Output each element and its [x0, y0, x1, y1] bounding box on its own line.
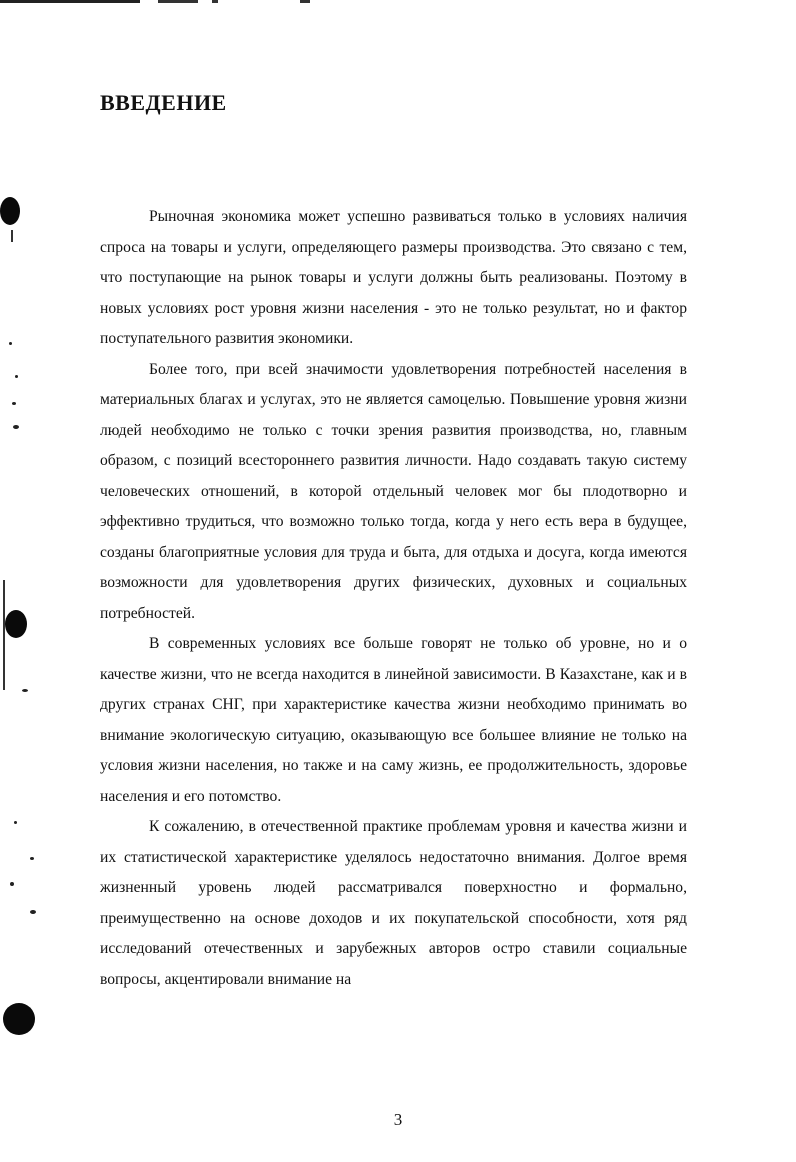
scan-speck — [10, 882, 14, 886]
body-text — [100, 202, 687, 995]
paragraph: К сожалению, в отечественной практике проблемам уровня и качества жизни и их статистической характеристике уделялось недостаточно внимания. Долгое время жизненный уровень людей рассматривался поверхностно и формально, преимущественно на основе доходов и их покупательской способности, хотя ряд исследований отечественных и зарубежных авторов остро ставили социальные вопросы, акцентировали внимание на — [100, 818, 687, 988]
paragraph: Более того, при всей значимости удовлетворения потребностей населения в материальных благах и услугах, это не является самоцелью. Повышение уровня жизни людей необходимо не только с точки зрения развития производства, но, главным образом, с позиций всестороннего развития личности. Надо создавать такую систему человеческих отношений, в которой отдельный человек мог бы плодотворно и эффективно трудиться, что возможно только тогда, когда у него есть вера в будущее, созданы благоприятные условия для труда и быта, для отдыха и досуга, когда имеются возможности для удовлетворения других физических, духовных и социальных потребностей. — [100, 360, 687, 622]
binder-hole — [0, 197, 20, 225]
paragraph: В современных условиях все больше говорят не только об уровне, но и о качестве жизни, что не всегда находится в линейной зависимости. В Казахстане, как и в других странах СНГ, при характеристике качества жизни необходимо принимать во внимание экологическую ситуацию, оказывающую все большее влияние не только на условия жизни населения, но также и на саму жизнь, ее продолжительность, здоровье населения и его потомство. — [100, 635, 687, 805]
binder-hole — [5, 610, 27, 638]
paragraph: Рыночная экономика может успешно развиваться только в условиях наличия спроса на товары и услуги, определяющего размеры производства. Это связано с тем, что поступающие на рынок товары и услуги должны быть реализованы. Поэтому в новых условиях рост уровня жизни населения - это не только результат, но и фактор поступательного развития экономики. — [100, 208, 687, 347]
scan-speck — [14, 821, 17, 824]
scan-speck — [9, 342, 12, 345]
scan-speck — [15, 375, 18, 378]
scan-edge-mark — [158, 0, 198, 3]
scan-speck — [22, 689, 28, 692]
scan-edge-mark — [11, 230, 13, 242]
binder-hole — [3, 1003, 35, 1035]
scan-speck — [30, 910, 36, 914]
page-number: 3 — [393, 1110, 403, 1129]
scan-edge-mark — [300, 0, 310, 3]
page-title: ВВЕДЕНИЕ — [100, 90, 227, 115]
scan-edge-mark — [212, 0, 218, 3]
scan-speck — [30, 857, 34, 860]
scan-speck — [12, 402, 16, 405]
scan-speck — [13, 425, 19, 429]
scan-edge-mark — [3, 580, 5, 690]
scan-edge-mark — [0, 0, 140, 3]
